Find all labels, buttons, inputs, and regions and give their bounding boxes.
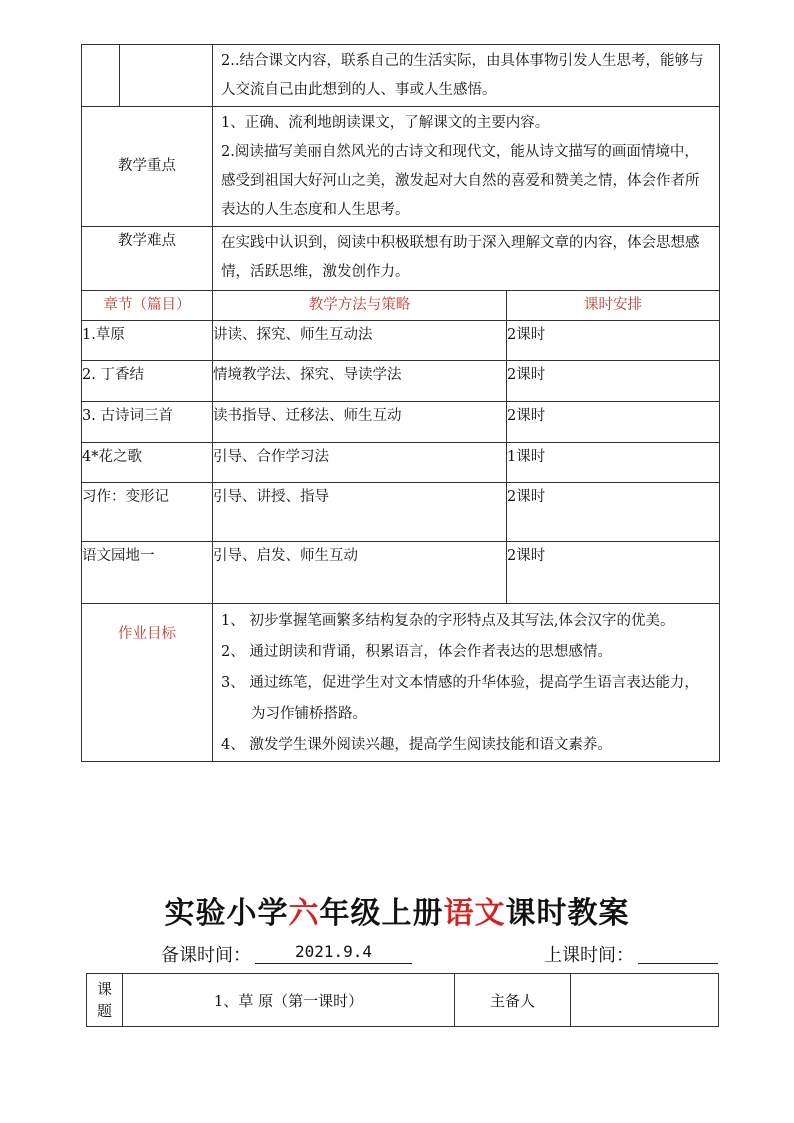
- difficulty-label: 教学难点: [118, 233, 176, 249]
- method-cell: 引导、讲授、指导: [213, 483, 507, 542]
- hours-cell: 1课时: [507, 443, 720, 483]
- objective-text: 2..结合课文内容，联系自己的生活实际，由具体事物引发人生思考，能够与人交流自己由此想到的人、事或人生感悟。: [221, 53, 704, 98]
- hours-cell: 2课时: [507, 361, 720, 402]
- hours-cell: 2课时: [507, 483, 720, 542]
- chapter-cell: 3. 古诗词三首: [82, 402, 213, 443]
- method-cell: 引导、启发、师生互动: [213, 542, 507, 604]
- header-chapter: 章节（篇目）: [82, 291, 213, 321]
- chapter-cell: 4*花之歌: [82, 443, 213, 483]
- difficulty-label-cell: [82, 227, 213, 291]
- title-part-school: 实验小学: [164, 896, 289, 931]
- lesson-header-table: [86, 973, 719, 1027]
- homework-item-2: 2、 通过朗读和背诵，积累语言，体会作者表达的思想感情。: [221, 644, 612, 660]
- hours-cell: 2课时: [507, 402, 720, 443]
- header-hours: 课时安排: [507, 291, 720, 321]
- homework-item-1: 1、 初步掌握笔画繁多结构复杂的字形特点及其写法,体会汉字的优美。: [221, 613, 675, 629]
- hours-cell: 2课时: [507, 542, 720, 604]
- homework-cell: [213, 604, 720, 762]
- topic-label-text: 课题: [96, 980, 112, 1020]
- title-part-term: 年级上册: [319, 896, 444, 931]
- table-row: [82, 542, 720, 604]
- class-time-value: [638, 941, 718, 964]
- author-value: [571, 974, 719, 1027]
- table-row: [82, 402, 720, 443]
- chapter-cell: 1.草原: [82, 321, 213, 361]
- method-cell: 讲读、探究、师生互动法: [213, 321, 507, 361]
- method-cell: 情境教学法、探究、导读学法: [213, 361, 507, 402]
- method-cell: 读书指导、迁移法、师生互动: [213, 402, 507, 443]
- difficulty-text: 在实践中认识到，阅读中积极联想有助于深入理解文章的内容，体会思想感情，活跃思维，激发创作力。: [221, 235, 700, 280]
- table-row: [82, 361, 720, 402]
- method-cell: 引导、合作学习法: [213, 443, 507, 483]
- header-method: 教学方法与策略: [213, 291, 507, 321]
- row0-cell-b: [120, 45, 213, 107]
- topic-label: [87, 974, 123, 1027]
- key-points-label: 教学重点: [118, 158, 176, 174]
- chapter-cell: 习作：变形记: [82, 483, 213, 542]
- difficulty-cell: [213, 227, 720, 291]
- author-label: 主备人: [455, 974, 571, 1027]
- objective-text-cell: [213, 45, 720, 107]
- chapter-cell: 语文园地一: [82, 542, 213, 604]
- chapter-cell: 2. 丁香结: [82, 361, 213, 402]
- title-part-plan: 课时教案: [505, 896, 630, 931]
- key-point-1: 1、正确、流利地朗读课文，了解课文的主要内容。: [221, 115, 550, 131]
- homework-label-cell: [82, 604, 213, 762]
- prep-time-value: 2021.9.4: [255, 941, 412, 964]
- class-time-label: 上课时间：: [544, 945, 634, 966]
- table-row: [82, 483, 720, 542]
- table-row: [82, 321, 720, 361]
- prep-time-label: 备课时间：: [161, 945, 251, 966]
- homework-item-3: 3、 通过练笔，促进学生对文本情感的升华体验，提高学生语言表达能力，为习作铺桥搭路。: [221, 675, 699, 722]
- page-title: [0, 888, 794, 932]
- table-row: [82, 443, 720, 483]
- key-points-label-cell: [82, 107, 213, 227]
- topic-value: 1、草 原（第一课时）: [123, 974, 455, 1027]
- homework-item-4: 4、 激发学生课外阅读兴趣，提高学生阅读技能和语文素养。: [221, 737, 612, 753]
- key-point-2: 2.阅读描写美丽自然风光的古诗文和现代文，能从诗文描写的画面情境中，感受到祖国大好河山之美，激发起对大自然的喜爱和赞美之情，体会作者所表达的人生态度和人生思考。: [221, 144, 700, 218]
- lesson-plan-table: [81, 44, 720, 762]
- title-part-subject: 语文: [443, 896, 506, 931]
- row0-cell-a: [82, 45, 120, 107]
- homework-label: 作业目标: [118, 626, 176, 642]
- title-part-grade: 六: [288, 896, 320, 931]
- key-points-cell: [213, 107, 720, 227]
- hours-cell: 2课时: [507, 321, 720, 361]
